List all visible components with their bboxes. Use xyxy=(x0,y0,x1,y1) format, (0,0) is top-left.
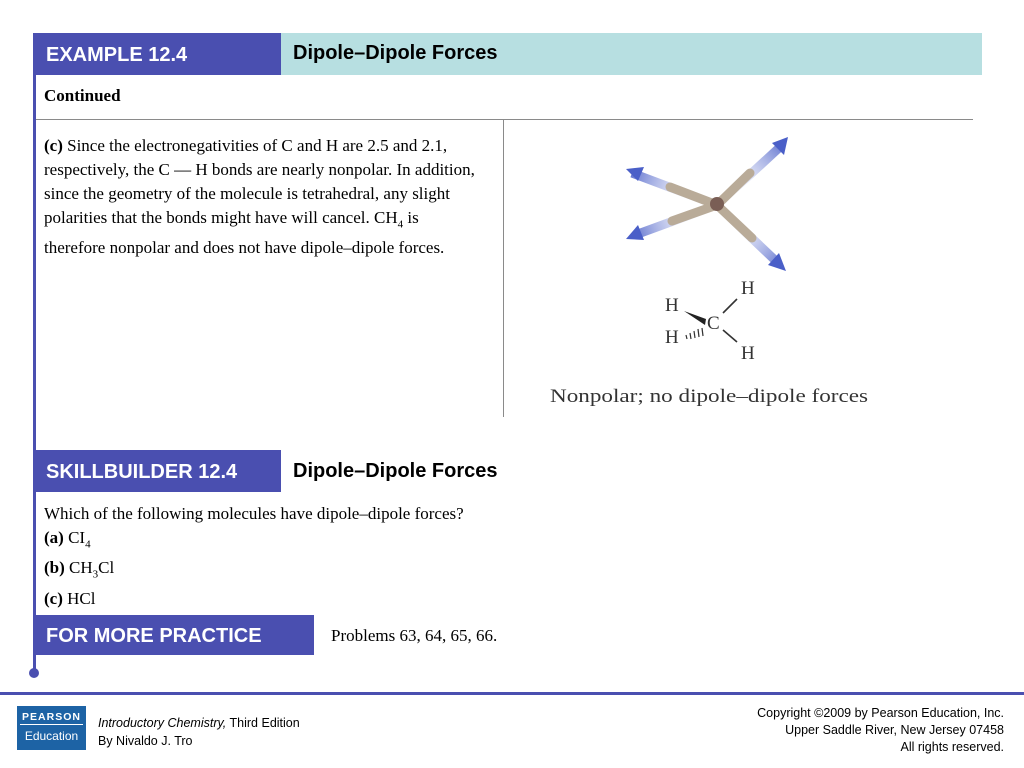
body-text-2: is therefore nonpolar and does not have dipole–dipole forces. xyxy=(44,208,445,258)
skillbuilder-tag-label: SKILLBUILDER 12.4 xyxy=(46,461,238,483)
wedge-bond xyxy=(684,311,706,325)
example-divider xyxy=(36,119,973,120)
option-a-text: CI xyxy=(63,528,86,547)
option-b-text-end: Cl xyxy=(98,558,115,578)
h-top-label: H xyxy=(741,278,755,299)
logo-bottom-text: Education xyxy=(24,729,79,743)
book-title-line xyxy=(98,714,300,732)
body-text-1: Since the electronegativities of C and H are 2.5 and 2.1, respectively, the C — H bonds are nearly nonpolar. In addition, since the geometry of the molecule is tetrahedral, any slight polarities that the bonds might have will cancel. CH xyxy=(44,136,475,227)
example-title: Dipole–Dipole Forces xyxy=(293,42,498,64)
copyright-block xyxy=(757,705,1004,756)
skillbuilder-question-block xyxy=(44,502,604,611)
practice-tag xyxy=(35,615,314,655)
copyright-line-1: Copyright ©2009 by Pearson Education, Inc. xyxy=(757,706,1004,720)
continued-label: Continued xyxy=(44,86,121,105)
carbon-label: C xyxy=(707,313,720,334)
book-info xyxy=(98,714,300,750)
bond-line-top xyxy=(723,299,737,313)
option-a-label: (a) xyxy=(44,528,64,547)
option-a xyxy=(44,526,604,556)
rule-end-dot xyxy=(29,668,39,678)
skillbuilder-question: Which of the following molecules have dipole–dipole forces? xyxy=(44,504,464,523)
pearson-logo xyxy=(17,706,86,750)
h-left-top-label: H xyxy=(665,295,679,316)
logo-top-text: PEARSON xyxy=(20,706,83,725)
bond-line-bottom xyxy=(723,330,737,342)
option-b-label: (b) xyxy=(44,558,65,578)
option-b-text: CH xyxy=(64,558,93,578)
book-edition: Third Edition xyxy=(226,716,300,730)
h-bottom-label: H xyxy=(741,343,755,364)
practice-tag-label: FOR MORE PRACTICE xyxy=(46,625,262,647)
column-divider xyxy=(503,120,504,417)
bond-upper-left xyxy=(670,187,717,205)
example-tag-label: EXAMPLE 12.4 xyxy=(46,44,188,66)
copyright-line-2: Upper Saddle River, New Jersey 07458 xyxy=(785,723,1004,737)
practice-problems: Problems 63, 64, 65, 66. xyxy=(331,626,498,645)
left-rule xyxy=(33,33,36,673)
book-title: Introductory Chemistry, xyxy=(98,716,227,730)
option-c-text: HCl xyxy=(62,588,96,608)
h-left-bottom-label: H xyxy=(665,327,679,348)
methane-figure xyxy=(550,125,880,420)
bond-lower-right xyxy=(717,205,752,238)
example-tag xyxy=(35,33,281,75)
footer-rule xyxy=(0,692,1024,695)
option-a-subscript: 4 xyxy=(85,538,91,551)
figure-caption: Nonpolar; no dipole–dipole forces xyxy=(550,387,868,407)
option-c xyxy=(44,587,604,611)
part-label: (c) xyxy=(44,136,63,155)
structural-formula xyxy=(665,278,755,364)
option-b xyxy=(44,556,604,586)
bond-lower-left xyxy=(672,205,717,221)
option-b-subscript: 3 xyxy=(92,568,99,581)
example-body xyxy=(44,134,484,260)
copyright-line-3: All rights reserved. xyxy=(900,740,1004,754)
book-author: By Nivaldo J. Tro xyxy=(98,734,193,748)
carbon-atom xyxy=(710,197,724,211)
option-c-label: (c) xyxy=(44,588,63,608)
hashed-bond xyxy=(686,328,703,339)
skillbuilder-title: Dipole–Dipole Forces xyxy=(293,460,498,482)
body-subscript: 4 xyxy=(397,218,404,231)
skillbuilder-tag xyxy=(35,450,281,492)
